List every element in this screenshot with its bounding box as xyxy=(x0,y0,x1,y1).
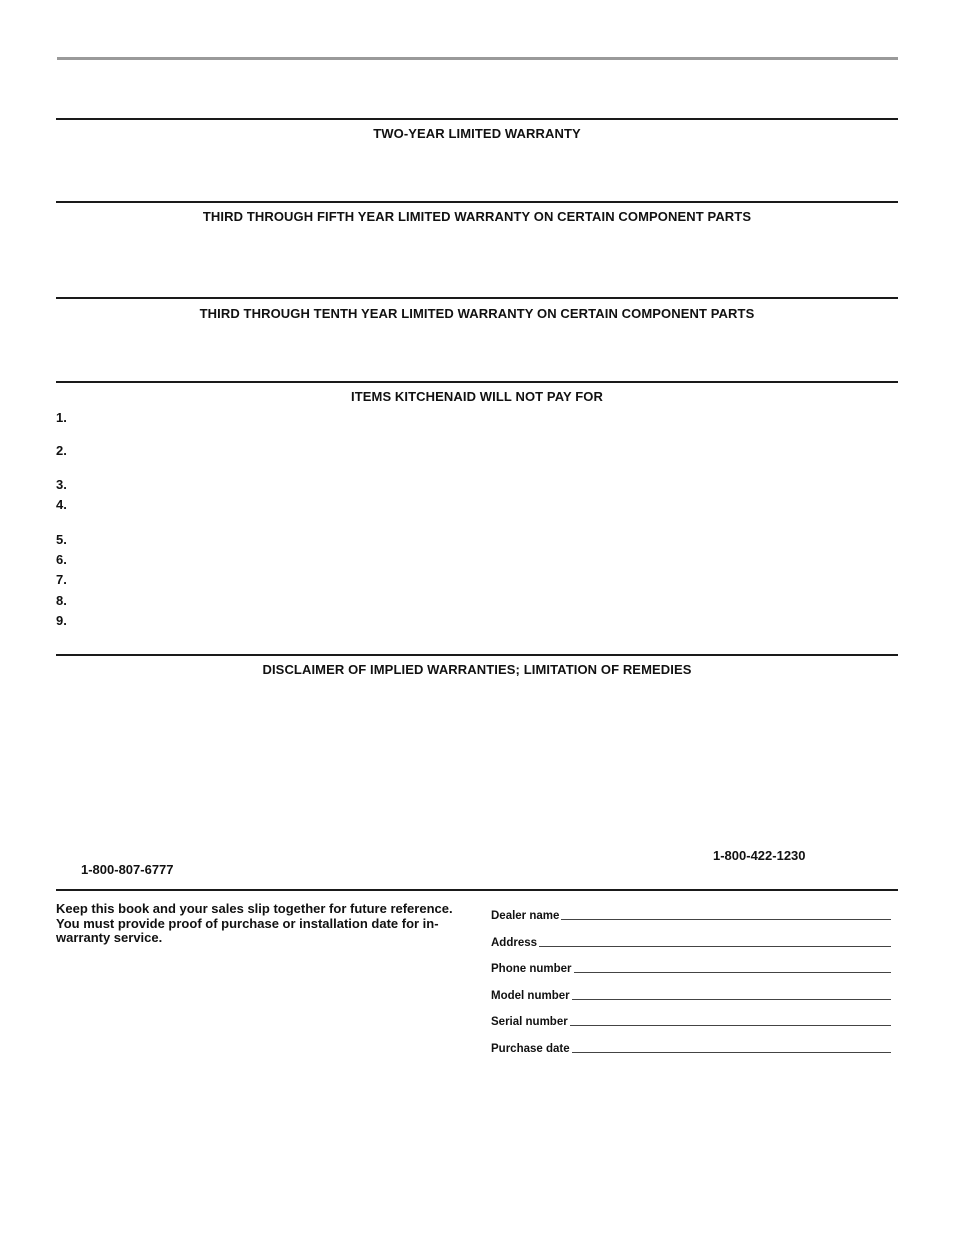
list-item-number: 7. xyxy=(56,572,67,587)
list-item-number: 3. xyxy=(56,477,67,492)
write-line xyxy=(539,945,891,947)
two-year-warranty-heading: TWO-YEAR LIMITED WARRANTY xyxy=(373,126,581,141)
serial-number-field[interactable] xyxy=(491,1012,891,1028)
write-line xyxy=(572,998,891,1000)
address-field[interactable] xyxy=(491,933,891,949)
section-divider xyxy=(56,297,898,299)
write-line xyxy=(561,918,891,920)
write-line xyxy=(572,1051,891,1053)
section-divider xyxy=(56,118,898,120)
list-item-number: 1. xyxy=(56,410,67,425)
write-line xyxy=(570,1024,891,1026)
section-divider xyxy=(56,889,898,891)
field-label: Purchase date xyxy=(491,1043,570,1055)
field-label: Address xyxy=(491,937,538,949)
phone-number: 1-800-422-1230 xyxy=(713,848,806,863)
field-label: Phone number xyxy=(491,963,572,975)
list-item-number: 6. xyxy=(56,552,67,567)
field-label: Serial number xyxy=(491,1016,568,1028)
list-item-number: 9. xyxy=(56,613,67,628)
phone-number-field[interactable] xyxy=(491,959,891,975)
list-item-number: 4. xyxy=(56,497,67,512)
list-item-number: 2. xyxy=(56,443,67,458)
section-divider xyxy=(56,654,898,656)
phone-number: 1-800-807-6777 xyxy=(81,862,174,877)
not-pay-heading: ITEMS KITCHENAID WILL NOT PAY FOR xyxy=(351,389,603,404)
third-fifth-year-heading: THIRD THROUGH FIFTH YEAR LIMITED WARRANTY ON CERTAIN COMPONENT PARTS xyxy=(202,209,752,224)
field-label: Dealer name xyxy=(491,910,560,922)
model-number-field[interactable] xyxy=(491,986,891,1002)
disclaimer-heading: DISCLAIMER OF IMPLIED WARRANTIES; LIMITATION OF REMEDIES xyxy=(262,662,692,677)
keep-book-note: Keep this book and your sales slip together for future reference. You must provide proof of purchase or installation date for in-warranty service. xyxy=(56,901,453,945)
top-divider xyxy=(57,57,898,60)
field-label: Model number xyxy=(491,990,570,1002)
dealer-name-field[interactable] xyxy=(491,906,891,922)
write-line xyxy=(574,971,891,973)
section-divider xyxy=(56,381,898,383)
section-divider xyxy=(56,201,898,203)
purchase-date-field[interactable] xyxy=(491,1039,891,1055)
list-item-number: 5. xyxy=(56,532,67,547)
third-tenth-year-heading: THIRD THROUGH TENTH YEAR LIMITED WARRANTY ON CERTAIN COMPONENT PARTS xyxy=(199,306,755,321)
list-item-number: 8. xyxy=(56,593,67,608)
